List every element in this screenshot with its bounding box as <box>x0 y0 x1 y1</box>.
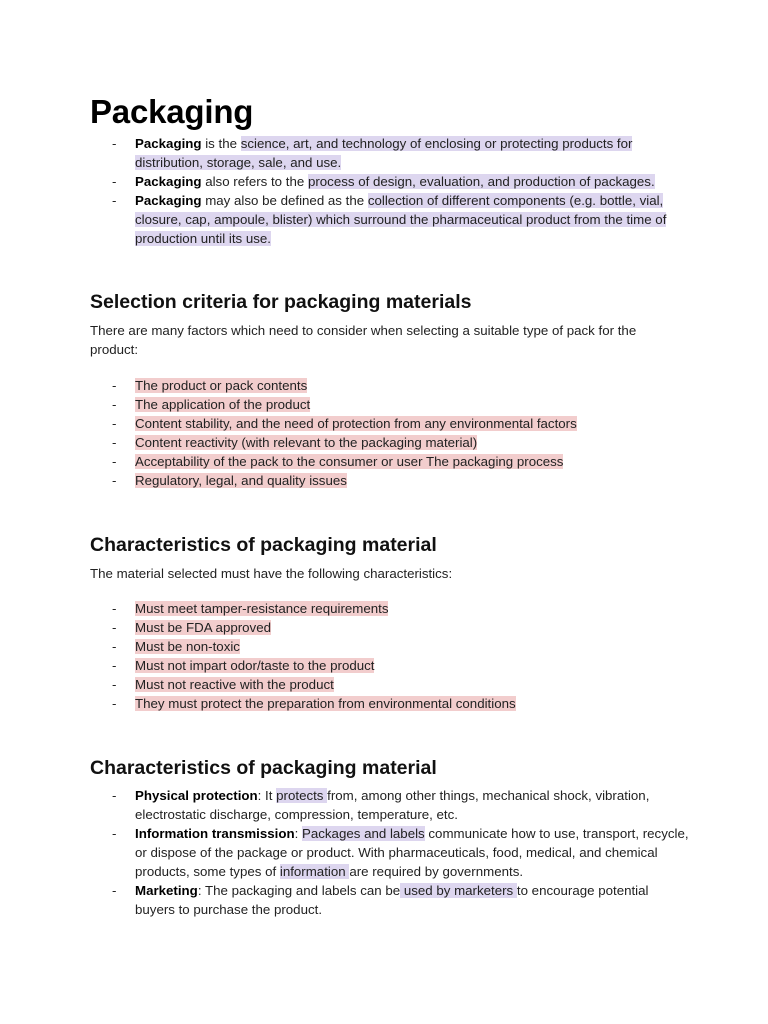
text: to encourage potential buyers to purchase the product. <box>135 883 649 917</box>
functions-list <box>90 786 690 919</box>
highlighted-text: They must protect the preparation from environmental conditions <box>135 696 516 711</box>
highlighted-text: Must be FDA approved <box>135 620 271 635</box>
dash-bullet: - <box>112 378 117 393</box>
highlighted-text: Must be non-toxic <box>135 639 240 654</box>
dash-bullet: - <box>112 174 117 189</box>
text: : It <box>257 788 277 803</box>
selection-list <box>90 376 690 490</box>
dash-bullet: - <box>112 454 117 469</box>
highlighted-text: Packages and labels <box>301 826 425 841</box>
list-item <box>90 881 690 919</box>
dash-bullet: - <box>112 601 117 616</box>
highlighted-text: used by marketers <box>400 883 517 898</box>
dash-bullet: - <box>112 620 117 635</box>
list-item <box>90 694 690 713</box>
highlighted-text: The product or pack contents <box>135 378 308 393</box>
list-item <box>90 414 690 433</box>
highlighted-text: Content stability, and the need of protection from any environmental factors <box>135 416 577 431</box>
characteristics-list <box>90 599 690 713</box>
dash-bullet: - <box>112 826 117 841</box>
text: : <box>294 826 302 841</box>
dash-bullet: - <box>112 193 117 208</box>
term: Physical protection <box>135 788 258 803</box>
term: Marketing <box>135 883 198 898</box>
section-heading-functions: Characteristics of packaging material <box>90 757 437 779</box>
highlighted-text: Must meet tamper-resistance requirements <box>135 601 389 616</box>
dash-bullet: - <box>112 435 117 450</box>
dash-bullet: - <box>112 473 117 488</box>
dash-bullet: - <box>112 788 117 803</box>
highlighted-text: The application of the product <box>135 397 311 412</box>
dash-bullet: - <box>112 397 117 412</box>
definition-list <box>90 134 690 248</box>
page-title: Packaging <box>90 93 254 130</box>
list-item <box>90 376 690 395</box>
list-item <box>90 824 690 881</box>
dash-bullet: - <box>112 136 117 151</box>
list-item <box>90 786 690 824</box>
term: Packaging <box>135 136 202 151</box>
dash-bullet: - <box>112 416 117 431</box>
term: Packaging <box>135 193 202 208</box>
dash-bullet: - <box>112 696 117 711</box>
list-item <box>90 618 690 637</box>
list-item <box>90 134 690 172</box>
dash-bullet: - <box>112 639 117 654</box>
list-item <box>90 471 690 490</box>
list-item <box>90 433 690 452</box>
list-item <box>90 637 690 656</box>
list-item <box>90 172 690 191</box>
highlighted-text: Regulatory, legal, and quality issues <box>135 473 347 488</box>
highlighted-text: information <box>279 864 350 879</box>
list-item <box>90 675 690 694</box>
term: Information transmission <box>135 826 295 841</box>
characteristics-intro: The material selected must have the following characteristics: <box>90 566 453 581</box>
highlighted-text: collection of different components (e.g. bottle, vial, closure, cap, ampoule, blister) which surround the pharmaceutical product from the time of production until its use. <box>135 193 667 246</box>
highlighted-text: Must not impart odor/taste to the product <box>135 658 375 673</box>
text: communicate how to use, transport, recycle, or dispose of the package or product. With pharmaceuticals, food, medical, and chemical products, some types of <box>135 826 689 879</box>
highlighted-text: Must not reactive with the product <box>135 677 334 692</box>
highlighted-text: Acceptability of the pack to the consumer or user The packaging process <box>135 454 564 469</box>
list-item <box>90 656 690 675</box>
highlighted-text: Content reactivity (with relevant to the packaging material) <box>135 435 478 450</box>
text: is the <box>201 136 241 151</box>
term: Packaging <box>135 174 202 189</box>
selection-intro: There are many factors which need to consider when selecting a suitable type of pack for the product: <box>90 323 637 357</box>
list-item <box>90 395 690 414</box>
highlighted-text: process of design, evaluation, and production of packages. <box>307 174 655 189</box>
text: from, among other things, mechanical shock, vibration, electrostatic discharge, compression, temperature, etc. <box>135 788 650 822</box>
text: : The packaging and labels can be <box>197 883 401 898</box>
list-item <box>90 452 690 471</box>
highlighted-text: science, art, and technology of enclosing or protecting products for distribution, storage, sale, and use. <box>135 136 633 170</box>
text: also refers to the <box>201 174 308 189</box>
highlighted-text: protects <box>276 788 328 803</box>
dash-bullet: - <box>112 658 117 673</box>
list-item <box>90 599 690 618</box>
text: are required by governments. <box>349 864 524 879</box>
dash-bullet: - <box>112 883 117 898</box>
section-heading-characteristics: Characteristics of packaging material <box>90 534 437 556</box>
dash-bullet: - <box>112 677 117 692</box>
text: may also be defined as the <box>201 193 368 208</box>
list-item <box>90 191 690 248</box>
section-heading-selection: Selection criteria for packaging materials <box>90 291 472 313</box>
